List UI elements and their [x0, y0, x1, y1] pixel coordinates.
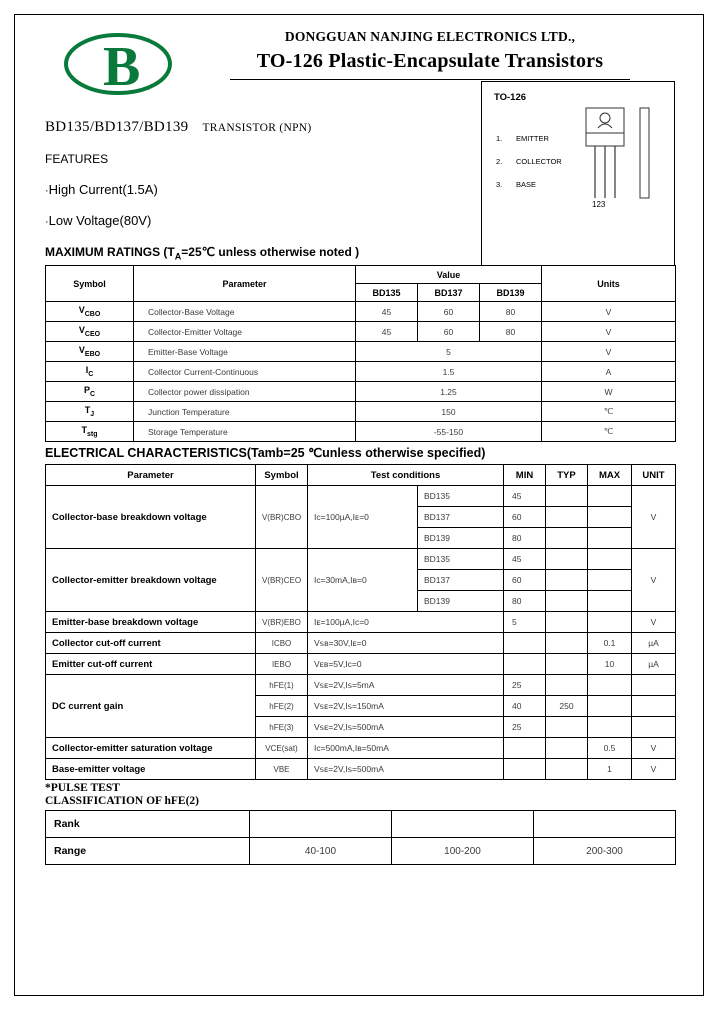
max-ratings-heading-b: =25℃ unless otherwise noted )	[181, 245, 360, 259]
row-symbol	[46, 322, 134, 342]
th-unit: UNIT	[632, 465, 676, 486]
row-max	[588, 696, 632, 717]
company-name: DONGGUAN NANJING ELECTRONICS LTD.,	[284, 29, 576, 44]
row-min: 45	[504, 549, 546, 570]
row-value: 150	[356, 402, 542, 422]
transistor-type: TRANSISTOR (NPN)	[202, 122, 312, 134]
row-parameter: Collector-emitter breakdown voltage	[46, 549, 256, 612]
symbol-main: T	[81, 425, 87, 436]
row-symbol	[46, 402, 134, 422]
pin-name-2: COLLECTOR	[516, 157, 562, 166]
row-typ	[546, 591, 588, 612]
row-max: 0.5	[588, 738, 632, 759]
row-max	[588, 570, 632, 591]
feature-high-current: ·High Current(1.5A)	[45, 182, 158, 197]
pin-row-2	[496, 157, 562, 166]
table-row	[46, 342, 676, 362]
row-v135: 45	[356, 322, 418, 342]
row-typ	[546, 486, 588, 507]
symbol-sub: CEO	[84, 331, 101, 339]
row-parameter: Collector-emitter saturation voltage	[46, 738, 256, 759]
row-symbol: VBE	[256, 759, 308, 780]
row-value: 1.25	[356, 382, 542, 402]
row-symbol: hFE(1)	[256, 675, 308, 696]
pin-numbers-label: 123	[592, 200, 606, 209]
row-unit	[632, 675, 676, 696]
symbol-sub: CBO	[84, 311, 101, 319]
pin-number-2: 2.	[496, 157, 503, 166]
row-parameter: Collector cut-off current	[46, 633, 256, 654]
row-symbol	[46, 382, 134, 402]
row-units: A	[542, 362, 676, 382]
feature-2-text: Low Voltage(80V)	[48, 213, 152, 228]
max-ratings-heading-a: MAXIMUM RATINGS (T	[45, 245, 175, 259]
features-heading: FEATURES	[45, 152, 109, 166]
row-subtype: BD139	[418, 528, 504, 549]
symbol-main: P	[83, 385, 90, 396]
table-row	[46, 738, 676, 759]
row-min	[504, 633, 546, 654]
symbol-sub: EBO	[84, 351, 101, 359]
table-row	[46, 759, 676, 780]
row-symbol	[46, 362, 134, 382]
th-conditions: Test conditions	[308, 465, 504, 486]
pin-name-1: EMITTER	[516, 134, 549, 143]
feature-low-voltage: ·Low Voltage(80V)	[45, 213, 152, 228]
row-unit	[632, 696, 676, 717]
row-max: 0.1	[588, 633, 632, 654]
row-symbol: V(BR)CEO	[256, 549, 308, 612]
classification-note: CLASSIFICATION OF hFE(2)	[45, 795, 199, 808]
row-units: ℃	[542, 422, 676, 442]
row-max: 10	[588, 654, 632, 675]
row-condition: Vꜱᴇ=2V,Iꜱ=500mA	[308, 759, 504, 780]
symbol-sub: C	[89, 391, 96, 399]
row-typ	[546, 570, 588, 591]
row-parameter: Collector-base breakdown voltage	[46, 486, 256, 549]
rank-value-1	[250, 811, 392, 838]
pulse-test-note: *PULSE TEST	[45, 782, 120, 795]
row-unit: V	[632, 486, 676, 549]
th-units: Units	[542, 266, 676, 302]
row-typ	[546, 675, 588, 696]
range-value-2: 100-200	[392, 838, 534, 865]
part-info-block	[45, 92, 675, 239]
pin-name-3: BASE	[516, 180, 537, 189]
row-typ	[546, 654, 588, 675]
row-parameter: DC current gain	[46, 675, 256, 738]
symbol-sub: stg	[87, 431, 98, 439]
package-diagram-box	[481, 81, 675, 266]
row-symbol	[46, 422, 134, 442]
row-max	[588, 591, 632, 612]
row-parameter: Emitter cut-off current	[46, 654, 256, 675]
row-typ	[546, 612, 588, 633]
row-subtype: BD135	[418, 549, 504, 570]
row-units: ℃	[542, 402, 676, 422]
row-unit: V	[632, 738, 676, 759]
th-max: MAX	[588, 465, 632, 486]
document-title: TO-126 Plastic-Encapsulate Transistors	[256, 50, 604, 72]
table-row	[46, 322, 676, 342]
max-ratings-heading-sub: A	[174, 251, 182, 262]
row-typ	[546, 759, 588, 780]
symbol-sub: J	[90, 411, 95, 419]
table-row	[46, 486, 676, 507]
row-typ	[546, 528, 588, 549]
max-ratings-table	[45, 265, 676, 442]
row-subtype: BD135	[418, 486, 504, 507]
row-subtype: BD139	[418, 591, 504, 612]
row-max	[588, 486, 632, 507]
th-min: MIN	[504, 465, 546, 486]
row-min: 45	[504, 486, 546, 507]
row-min: 25	[504, 717, 546, 738]
th-parameter: Parameter	[46, 465, 256, 486]
row-max	[588, 528, 632, 549]
row-typ	[546, 738, 588, 759]
range-value-1: 40-100	[250, 838, 392, 865]
table-row	[46, 633, 676, 654]
row-min: 80	[504, 591, 546, 612]
row-symbol: ICBO	[256, 633, 308, 654]
range-label: Range	[46, 838, 250, 865]
row-typ	[546, 633, 588, 654]
table-row	[46, 838, 676, 865]
electrical-heading: ELECTRICAL CHARACTERISTICS(Tamb=25 ℃unless otherwise specified)	[45, 446, 486, 461]
th-parameter: Parameter	[134, 266, 356, 302]
table-row	[46, 612, 676, 633]
row-min	[504, 654, 546, 675]
rank-value-2	[392, 811, 534, 838]
row-parameter: Emitter-Base Voltage	[134, 342, 356, 362]
table-row	[46, 302, 676, 322]
pin-row-3	[496, 180, 562, 189]
row-max	[588, 717, 632, 738]
feature-1-text: High Current(1.5A)	[48, 182, 158, 197]
pin-row-1	[496, 134, 562, 143]
row-min: 40	[504, 696, 546, 717]
row-min: 60	[504, 570, 546, 591]
row-min: 5	[504, 612, 546, 633]
package-title: TO-126	[494, 92, 527, 103]
row-symbol: hFE(3)	[256, 717, 308, 738]
rank-label: Rank	[46, 811, 250, 838]
table-header-row	[46, 465, 676, 486]
row-max	[588, 675, 632, 696]
company-logo	[63, 33, 173, 95]
row-typ	[546, 507, 588, 528]
row-condition: Ic=500mA,Iʙ=50mA	[308, 738, 504, 759]
row-v137: 60	[418, 302, 480, 322]
row-symbol: IEBO	[256, 654, 308, 675]
row-unit: µA	[632, 654, 676, 675]
row-parameter: Emitter-base breakdown voltage	[46, 612, 256, 633]
table-row	[46, 675, 676, 696]
datasheet-page	[14, 14, 704, 996]
title-divider	[230, 79, 630, 80]
part-number: BD135/BD137/BD139	[45, 119, 189, 135]
table-header-row	[46, 266, 676, 284]
row-parameter: Collector-Emitter Voltage	[134, 322, 356, 342]
row-min	[504, 759, 546, 780]
row-typ	[546, 549, 588, 570]
row-subtype: BD137	[418, 570, 504, 591]
row-unit: µA	[632, 633, 676, 654]
row-symbol: hFE(2)	[256, 696, 308, 717]
th-symbol: Symbol	[256, 465, 308, 486]
pin-list	[496, 134, 562, 203]
row-symbol	[46, 342, 134, 362]
table-row	[46, 549, 676, 570]
row-min: 25	[504, 675, 546, 696]
row-unit: V	[632, 549, 676, 612]
symbol-sub: C	[88, 371, 94, 379]
row-min: 60	[504, 507, 546, 528]
row-parameter: Collector power dissipation	[134, 382, 356, 402]
row-v135: 45	[356, 302, 418, 322]
th-symbol: Symbol	[46, 266, 134, 302]
row-min	[504, 738, 546, 759]
hfe-classification-table	[45, 810, 676, 865]
header-text	[195, 29, 665, 80]
th-typ: TYP	[546, 465, 588, 486]
row-symbol	[46, 302, 134, 322]
row-value: 5	[356, 342, 542, 362]
table-row	[46, 362, 676, 382]
table-row	[46, 382, 676, 402]
symbol-main: V	[78, 325, 85, 336]
th-bd137: BD137	[418, 284, 480, 302]
row-typ: 250	[546, 696, 588, 717]
row-units: W	[542, 382, 676, 402]
row-max	[588, 612, 632, 633]
row-symbol: V(BR)EBO	[256, 612, 308, 633]
row-subtype: BD137	[418, 507, 504, 528]
package-drawing	[582, 102, 668, 232]
row-parameter: Junction Temperature	[134, 402, 356, 422]
row-units: V	[542, 302, 676, 322]
svg-text:B: B	[103, 36, 141, 95]
th-bd139: BD139	[480, 284, 542, 302]
page-content	[45, 29, 675, 865]
th-bd135: BD135	[356, 284, 418, 302]
row-parameter: Storage Temperature	[134, 422, 356, 442]
row-parameter: Base-emitter voltage	[46, 759, 256, 780]
electrical-characteristics-table	[45, 464, 676, 780]
pin-number-1: 1.	[496, 134, 503, 143]
row-v139: 80	[480, 302, 542, 322]
row-max	[588, 549, 632, 570]
symbol-main: T	[84, 405, 91, 416]
row-max: 1	[588, 759, 632, 780]
row-condition: Vꜱᴇ=2V,Iꜱ=150mA	[308, 696, 504, 717]
table-row	[46, 811, 676, 838]
range-value-3: 200-300	[534, 838, 676, 865]
row-max	[588, 507, 632, 528]
symbol-main: I	[85, 365, 89, 376]
row-condition: Ic=30mA,Iʙ=0	[308, 549, 418, 612]
row-condition: Iᴇ=100µA,Ic=0	[308, 612, 504, 633]
row-unit: V	[632, 759, 676, 780]
row-units: V	[542, 322, 676, 342]
row-units: V	[542, 342, 676, 362]
row-value: 1.5	[356, 362, 542, 382]
table-row	[46, 654, 676, 675]
row-condition: Vꜱᴇ=2V,Iꜱ=500mA	[308, 717, 504, 738]
row-parameter: Collector Current-Continuous	[134, 362, 356, 382]
row-v139: 80	[480, 322, 542, 342]
row-symbol: VCE(sat)	[256, 738, 308, 759]
row-condition: Ic=100µA,Iᴇ=0	[308, 486, 418, 549]
table-row	[46, 422, 676, 442]
row-condition: Vᴇʙ=5V,Ic=0	[308, 654, 504, 675]
table-row	[46, 402, 676, 422]
row-value: -55-150	[356, 422, 542, 442]
th-value: Value	[356, 266, 542, 284]
symbol-main: V	[78, 305, 85, 316]
row-unit	[632, 717, 676, 738]
row-parameter: Collector-Base Voltage	[134, 302, 356, 322]
row-condition: Vꜱʙ=30V,Iᴇ=0	[308, 633, 504, 654]
row-min: 80	[504, 528, 546, 549]
row-condition: Vꜱᴇ=2V,Iꜱ=5mA	[308, 675, 504, 696]
rank-value-3	[534, 811, 676, 838]
row-symbol: V(BR)CBO	[256, 486, 308, 549]
pin-number-3: 3.	[496, 180, 503, 189]
row-typ	[546, 717, 588, 738]
row-v137: 60	[418, 322, 480, 342]
symbol-main: V	[78, 345, 85, 356]
row-unit: V	[632, 612, 676, 633]
